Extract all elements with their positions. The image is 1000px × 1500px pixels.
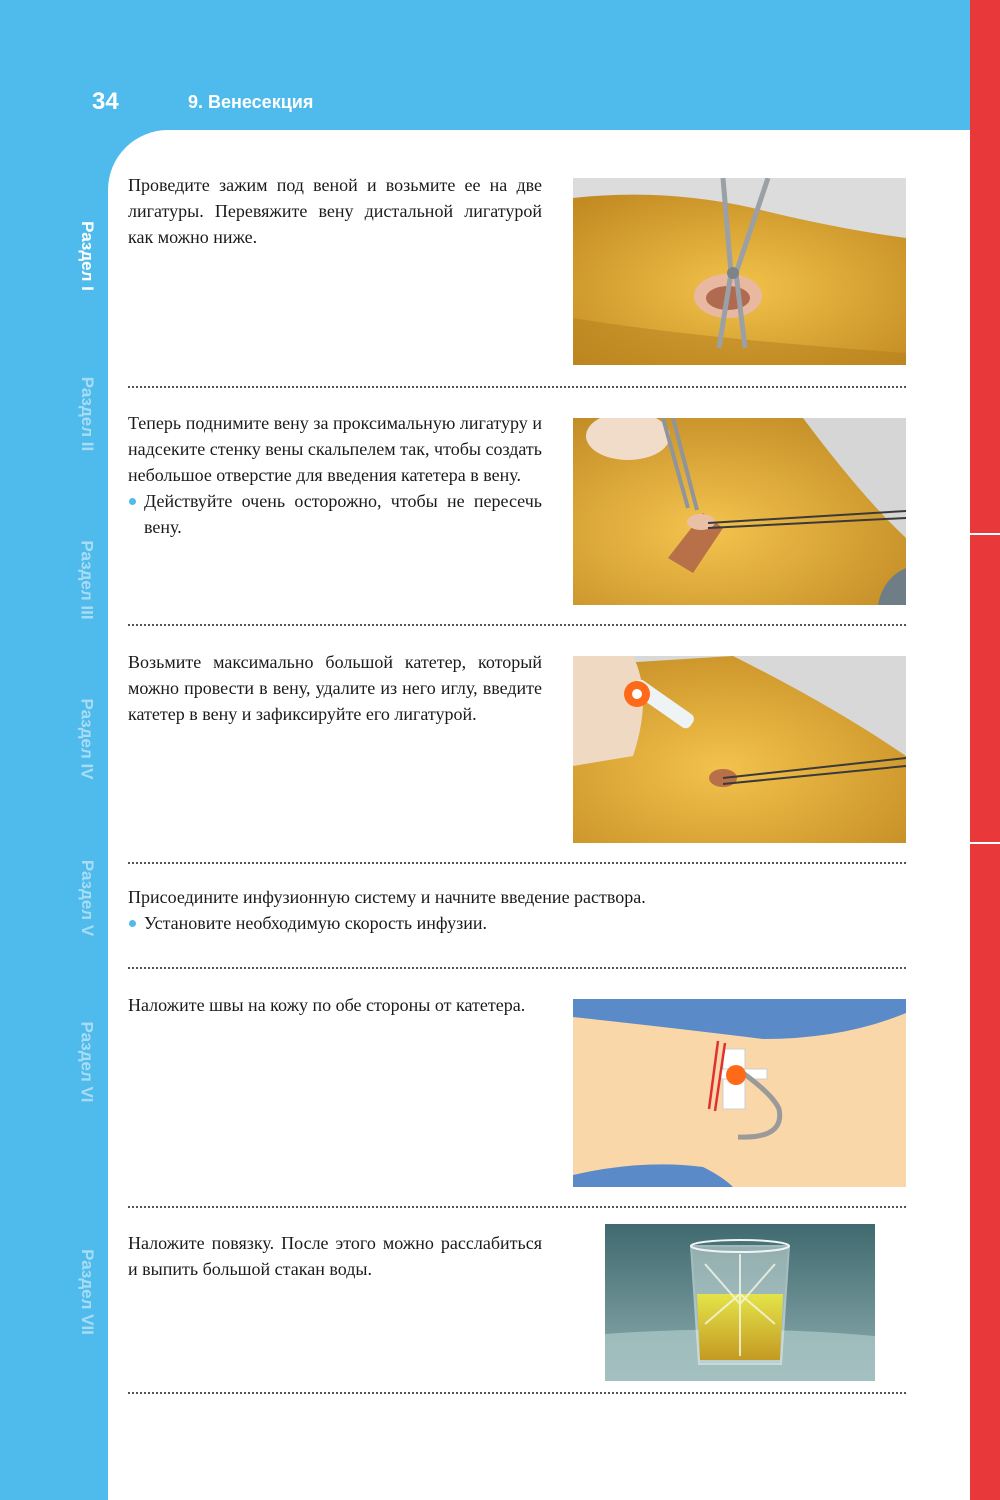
- step-2-bullet: Действуйте очень осторожно, чтобы не пересечь вену.: [128, 488, 542, 540]
- step-6-text: Наложите повязку. После этого можно расслабиться и выпить большой стакан воды.: [128, 1233, 542, 1279]
- edge-strip-divider: [970, 533, 1000, 535]
- side-tab-section-5[interactable]: Раздел V: [78, 859, 97, 937]
- step-divider: [128, 1392, 906, 1394]
- side-tab-section-3[interactable]: Раздел III: [78, 540, 98, 620]
- catheter-insertion-photo: [573, 656, 906, 843]
- step-4-bullet: Установите необходимую скорость инфузии.: [128, 910, 888, 936]
- vein-incision-photo: [573, 418, 906, 605]
- step-divider: [128, 862, 906, 864]
- step-5-text: Наложите швы на кожу по обе стороны от катетера.: [128, 995, 526, 1015]
- side-tab-section-1[interactable]: Раздел I: [78, 221, 97, 291]
- side-tab-section-2[interactable]: Раздел II: [78, 376, 98, 452]
- step-2-text: Теперь поднимите вену за проксимальную лигатуру и надсеките стенку вены скальпелем так, чтобы создать небольшое отверстие для введения катетера в вену. Действуйте очень осторожно, чтобы не пересечь вену.: [128, 410, 542, 540]
- glass-of-water-photo: [605, 1224, 875, 1381]
- step-divider: [128, 1206, 906, 1208]
- edge-strip-divider: [970, 842, 1000, 844]
- step-3-text: Возьмите максимально большой катетер, который можно провести в вену, удалите из него иглу, введите катетер в вену и зафиксируйте его лигатурой.: [128, 652, 542, 724]
- step-divider: [128, 967, 906, 969]
- chapter-title: 9. Венесекция: [188, 92, 314, 112]
- side-tab-section-6[interactable]: Раздел VI: [78, 1021, 97, 1103]
- skin-sutures-diagram: [573, 999, 906, 1187]
- step-divider: [128, 386, 906, 388]
- step-divider: [128, 624, 906, 626]
- page-number: 34: [92, 88, 119, 115]
- step-4-text: Присоедините инфузионную систему и начните введение раствора. Установите необходимую скорость инфузии.: [128, 884, 888, 936]
- vein-clamp-photo: [573, 178, 906, 365]
- side-tab-section-7[interactable]: Раздел VII: [78, 1249, 97, 1335]
- edge-color-strip: [970, 0, 1000, 1500]
- side-tab-section-4[interactable]: Раздел IV: [78, 698, 97, 780]
- step-1-text: Проведите зажим под веной и возьмите ее на две лигатуры. Перевяжите вену дистальной лигатурой как можно ниже.: [128, 175, 542, 247]
